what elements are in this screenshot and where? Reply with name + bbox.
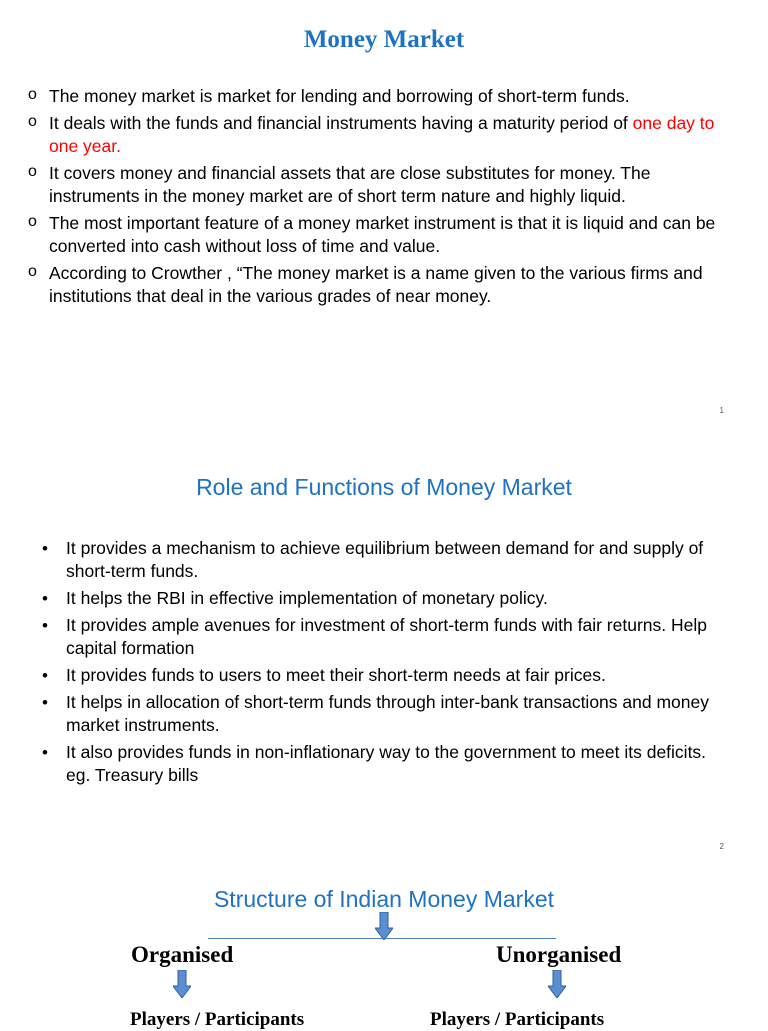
bullet-text: It deals with the funds and financial instruments having a maturity period of bbox=[49, 113, 633, 133]
bullet-text: The most important feature of a money market instrument is that it is liquid and can be converted into cash without loss of time and value. bbox=[49, 213, 716, 256]
bullet-text: According to Crowther , “The money market is a name given to the various firms and institutions that deal in the various grades of near money. bbox=[49, 263, 703, 306]
bullet-marker: • bbox=[42, 666, 48, 685]
list-item bbox=[28, 85, 740, 108]
bullet-marker: o bbox=[28, 263, 37, 280]
bullet-text: It helps in allocation of short-term funds through inter-bank transactions and money market instruments. bbox=[66, 692, 709, 735]
slide-3 bbox=[0, 864, 768, 1030]
bullet-text: It covers money and financial assets that are close substitutes for money. The instruments in the money market are of short term nature and highly liquid. bbox=[49, 163, 651, 206]
bullet-marker: o bbox=[28, 113, 37, 130]
down-arrow-icon bbox=[173, 970, 191, 998]
slide-title: Money Market bbox=[303, 26, 465, 53]
list-item bbox=[42, 691, 732, 737]
page-number: 2 bbox=[719, 842, 724, 851]
slide-2 bbox=[0, 432, 768, 864]
bullet-text: The money market is market for lending and borrowing of short-term funds. bbox=[49, 86, 630, 106]
down-arrow-icon bbox=[375, 912, 393, 940]
bullet-marker: o bbox=[28, 86, 37, 103]
list-item bbox=[42, 741, 732, 787]
bullet-highlight: one day to one year. bbox=[49, 113, 715, 156]
bullet-list bbox=[42, 537, 732, 791]
slide-title: Structure of Indian Money Market bbox=[213, 886, 555, 912]
unorganised-label: Unorganised bbox=[496, 942, 622, 967]
bullet-marker: • bbox=[42, 589, 48, 608]
bullet-marker: o bbox=[28, 163, 37, 180]
slide-title: Role and Functions of Money Market bbox=[196, 474, 572, 500]
players-participants-label: Players / Participants bbox=[430, 1009, 605, 1030]
slide-1 bbox=[0, 0, 768, 432]
list-item bbox=[28, 112, 740, 158]
bullet-text: It helps the RBI in effective implementation of monetary policy. bbox=[66, 588, 548, 608]
list-item bbox=[42, 587, 732, 610]
bullet-marker: o bbox=[28, 213, 37, 230]
list-item bbox=[28, 162, 740, 208]
bullet-text: It also provides funds in non-inflationary way to the government to meet its deficits. eg. Treasury bills bbox=[66, 742, 707, 785]
bullet-text: It provides funds to users to meet their short-term needs at fair prices. bbox=[66, 665, 606, 685]
list-item bbox=[28, 262, 740, 308]
list-item bbox=[42, 614, 732, 660]
organised-label: Organised bbox=[131, 942, 234, 967]
down-arrow-icon bbox=[548, 970, 566, 998]
bullet-marker: • bbox=[42, 539, 48, 558]
bullet-list bbox=[28, 85, 740, 312]
bullet-text: It provides a mechanism to achieve equilibrium between demand for and supply of short-term funds. bbox=[66, 538, 704, 581]
bullet-marker: • bbox=[42, 693, 48, 712]
list-item bbox=[42, 664, 732, 687]
list-item bbox=[28, 212, 740, 258]
connector-line bbox=[208, 938, 556, 939]
bullet-marker: • bbox=[42, 743, 48, 762]
list-item bbox=[42, 537, 732, 583]
players-participants-label: Players / Participants bbox=[130, 1009, 305, 1030]
page-number: 1 bbox=[719, 406, 724, 415]
bullet-marker: • bbox=[42, 616, 48, 635]
bullet-text: It provides ample avenues for investment of short-term funds with fair returns. Help capital formation bbox=[66, 615, 707, 658]
